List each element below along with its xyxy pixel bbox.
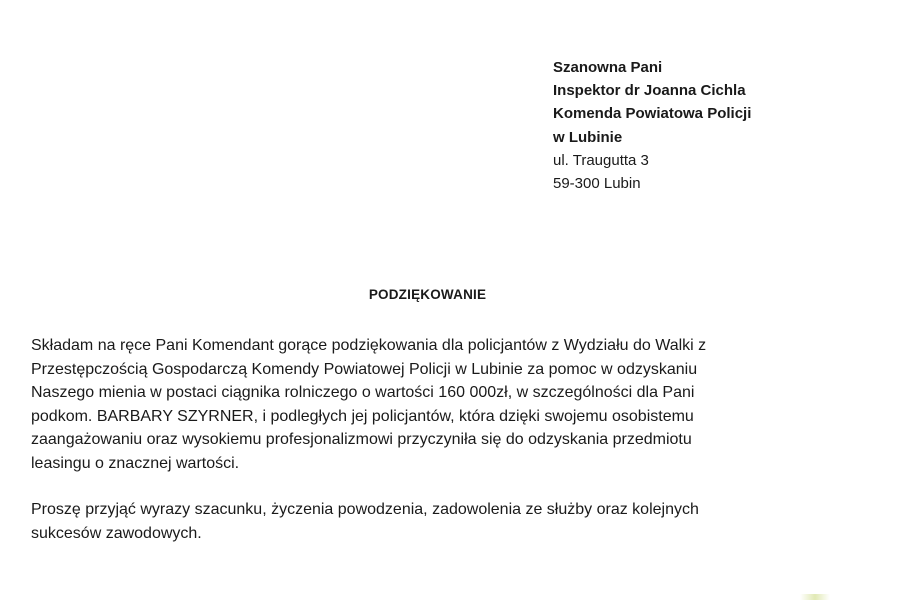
scan-mark	[800, 594, 830, 600]
letter-title: PODZIĘKOWANIE	[368, 287, 487, 302]
paragraph-line: Naszego mienia w postaci ciągnika rolniczego o wartości 160 000zł, w szczególności dla Pani	[31, 384, 695, 401]
paragraph-line: leasingu o znacznej wartości.	[31, 454, 240, 472]
street-address: ul. Traugutta 3	[553, 151, 649, 169]
paragraph-line: sukcesów zawodowych.	[31, 524, 202, 542]
institution-name: Komenda Powiatowa Policji	[553, 105, 752, 123]
paragraph-closing	[31, 498, 851, 545]
paragraph-line: zaangażowaniu oraz wysokiemu profesjonalizmowi przyczyniła się do odzyskania przedmiotu	[31, 431, 692, 448]
institution-location: w Lubinie	[553, 128, 623, 146]
paragraph-line: Proszę przyjąć wyrazy szacunku, życzenia powodzenia, zadowolenia ze służby oraz kolejnych	[31, 501, 699, 518]
paragraph-line: Składam na ręce Pani Komendant gorące podziękowania dla policjantów z Wydziału do Walki z	[31, 337, 707, 354]
paragraph-line: Przestępczością Gospodarczą Komendy Powiatowej Policji w Lubinie za pomoc w odzyskaniu	[31, 360, 698, 378]
recipient-name: Inspektor dr Joanna Cichla	[553, 82, 746, 100]
addressee-block	[553, 56, 883, 195]
salutation: Szanowna Pani	[553, 59, 663, 76]
paragraph-thanks	[31, 334, 851, 475]
letter-body	[31, 334, 851, 545]
postal-city: 59-300 Lubin	[553, 175, 641, 193]
paragraph-line: podkom. BARBARY SZYRNER, i podległych jej policjantów, która dzięki swojemu osobistemu	[31, 407, 694, 425]
